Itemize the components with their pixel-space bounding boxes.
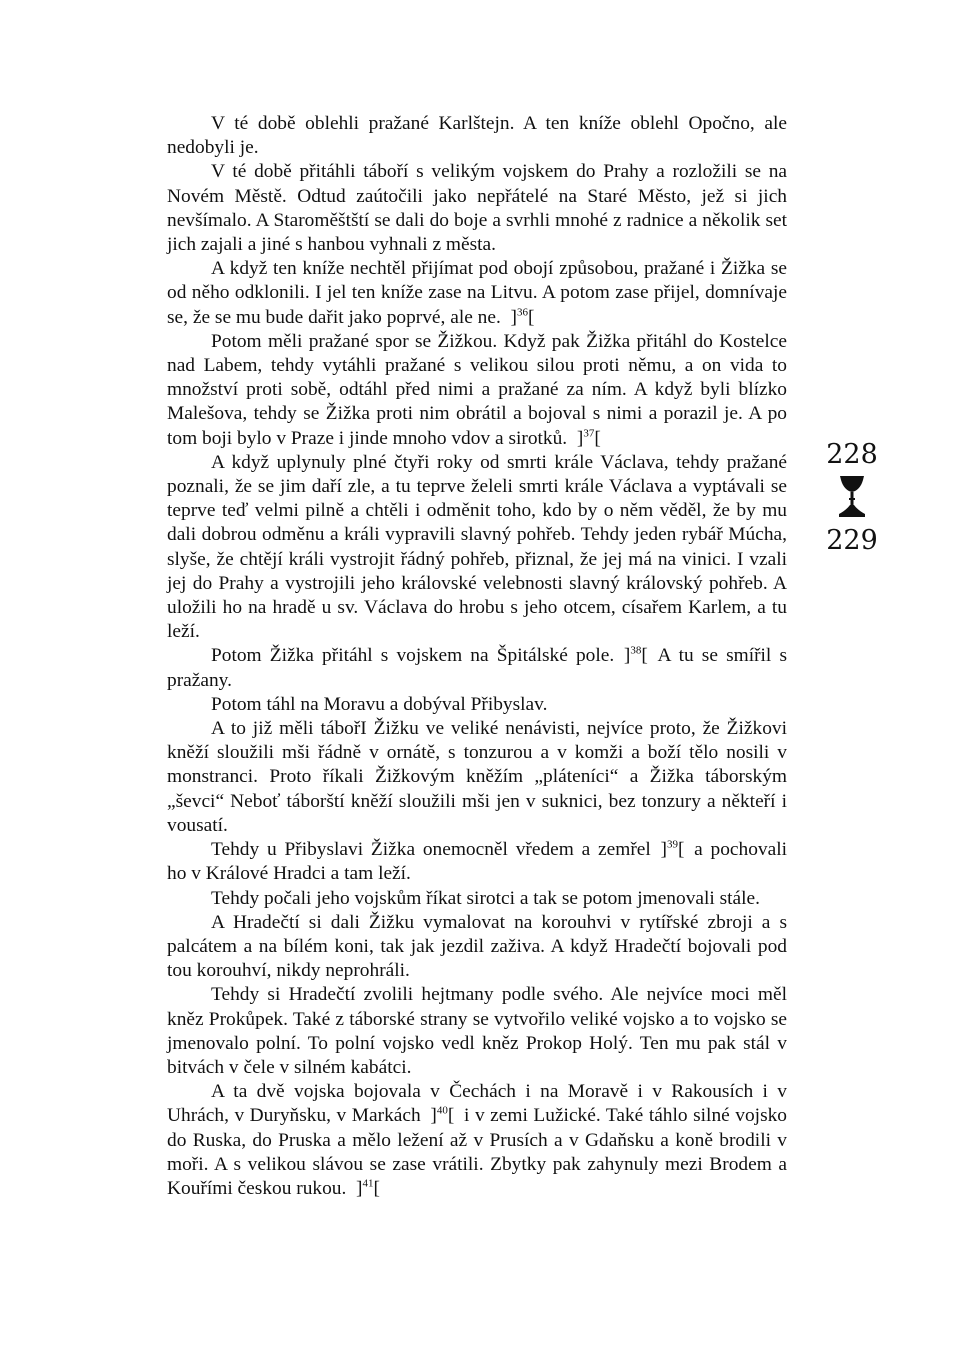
- paragraph-text: A když uplynuly plné čtyři roky od smrti krále Václava, tehdy pražané poznali, že se jim daří zle, a tu teprve želeli smrti krále Václava a vyptávali se teprve teď velmi pilně a chtěli i odměnit toho, kdo by o něm věděl, že by mu dali dobrou odměnu a králi vypravili slavný pohřeb. Tehdy jeden rybář Múcha, slyše, že chtějí králi vystrojit řádný pohřeb, přiznal, že jej má na vinici. I vzali jej do Prahy a vystrojili jeho královské velebnosti slavný královský pohřeb. A uložili ho na hradě u sv. Václava do hrobu s jeho otcem, císařem Karlem, a tu leží.: [167, 451, 787, 643]
- paragraph: [167, 717, 787, 838]
- paragraph-text: V té době přitáhli táboří s velikým vojskem do Prahy a rozložili se na Novém Městě. Odtud zaútočili jako nepřátelé na Staré Město, jež si jich nevšímalo. A Staroměštští se dali do boje a svrhli mnohé z radnice a několik set jich zajali a jiné s hanbou vyhnali z města.: [167, 161, 787, 256]
- paragraph: [167, 112, 787, 160]
- paragraph-text-continued: a pochovali ho v Králové Hradci a tam leží.: [167, 839, 787, 885]
- paragraph-text: A když ten kníže nechtěl přijímat pod obojí způsobou, pražané i Žižka se od něho odklonili. I jel ten kníže zase na Litvu. A potom zase přijel, domnívaje se, že se mu bude dařit jako poprvé, ale ne.: [167, 258, 787, 328]
- note-marker: 41: [362, 1177, 374, 1190]
- paragraph: [167, 693, 787, 717]
- paragraph: [167, 160, 787, 257]
- page-number-left: 228: [826, 439, 878, 470]
- paragraph: A ta dvě vojska bojovala v Čechách i na Moravě i v Rakousích i v Uhrách, v Duryňsku, v Markách ]$^{40}$[ i v zemi Lužické. Také táhlo silné vojsko do Ruska, do Pruska a mělo ležení až v Prusích a v Gdaňsku a koně brodili v moři. A s velikou slávou se zase vrátili. Zbytky pak zahynuly mezi Brodem a Kouřími českou rukou. ]$^{41}$[: [167, 1081, 787, 1199]
- note-marker: 37: [583, 427, 595, 440]
- body-text: [167, 112, 787, 1201]
- paragraph: [167, 451, 787, 645]
- paragraph-text: A ta dvě vojska bojovala v Čechách i na Moravě i v Rakousích i v Uhrách, v Duryňsku, v Markách: [167, 1081, 787, 1127]
- chalice-icon: [837, 474, 867, 520]
- note-marker: 38: [630, 645, 642, 657]
- note-marker: 40: [436, 1104, 448, 1117]
- paragraph-text: V té době oblehli pražané Karlštejn. A ten kníže oblehl Opočno, ale nedobyli je.: [167, 113, 787, 159]
- paragraph-text: Tehdy u Přibyslavi Žižka onemocněl vředem a zemřel: [211, 839, 651, 861]
- paragraph-text: A Hradečtí si dali Žižku vymalovat na korouhvi v rytířské zbroji a s palcátem a na bílém koni, tak jak jezdil zaživa. A když Hradečtí bojovali pod tou korouhví, nikdy neprohráli.: [167, 911, 787, 982]
- paragraph-text: Tehdy si Hradečtí zvolili hejtmany podle svého. Ale nejvíce moci měl kněz Prokůpek. Také z táborské strany se vytvořilo veliké vojsko a to vojsko se jmenovalo polní. To polní vojsko vedl kněz Prokop Holý. Ten mu pak stál v bitvách v čele v silném kabátci.: [167, 984, 787, 1078]
- paragraph-text: Potom měli pražané spor se Žižkou. Když pak Žižka přitáhl do Kostelce nad Labem, tehdy vytáhli pražané s velikou silou proti němu, a on vida to množství proti sobě, odtáhl před nimi a pražané za ním. A když byli blízko Malešova, tehdy se Žižka proti nim obrátil a bojoval s nimi a porazil je. A po tom boji bylo v Praze i jinde mnoho vdov a sirotků.: [167, 330, 787, 449]
- paragraph: [167, 887, 787, 911]
- note-marker: 39: [666, 838, 678, 851]
- paragraph: [167, 911, 787, 984]
- paragraph-text: Potom táhl na Moravu a dobýval Přibyslav.: [211, 693, 548, 715]
- paragraph-text: A to již měli tábořI Žižku ve veliké nenávisti, nejvíce proto, že Žižkovi kněží sloužili mši řádně v ornátě, s tonzurou a v komži a boží tělo nosili v monstranci. Proto říkali Žižkovým kněžím „pláteníci“ a Žižka táborským „ševci“ Neboť táborští kněží sloužili mši jen v suknici, bez tonzury a někteří i vousatí.: [167, 718, 787, 836]
- paragraph: Tehdy u Přibyslavi Žižka onemocněl vředem a zemřel ]$^{39}$[ a pochovali ho v Králové Hradci a tam leží.: [167, 838, 787, 885]
- paragraph: Potom měli pražané spor se Žižkou. Když pak Žižka přitáhl do Kostelce nad Labem, tehdy vytáhli pražané s velikou silou proti němu, a on vida to množství proti sobě, odtáhl před nimi a pražané za ním. A když byli blízko Malešova, tehdy se Žižka proti nim obrátil a bojoval s nimi a porazil je. A po tom boji bylo v Praze i jinde mnoho vdov a sirotků. ]$^{37}$[: [167, 330, 787, 449]
- paragraph-text: Potom Žižka přitáhl s vojskem na Špitálské pole.: [211, 645, 615, 667]
- margin-pagination: [812, 440, 892, 556]
- paragraph: Potom Žižka přitáhl s vojskem na Špitálské pole. ]$^{38}$[ A tu se smířil s pražany.: [167, 645, 787, 691]
- note-marker: 36: [516, 306, 528, 319]
- paragraph: [167, 983, 787, 1080]
- page-number-right: 229: [826, 525, 878, 556]
- paragraph-text-continued: A tu se smířil s pražany.: [167, 645, 787, 691]
- paragraph-text: Tehdy počali jeho vojskům říkat sirotci a tak se potom jmenovali stále.: [211, 887, 760, 909]
- paragraph: A když ten kníže nechtěl přijímat pod obojí způsobou, pražané i Žižka se od něho odklonili. I jel ten kníže zase na Litvu. A potom zase přijel, domnívaje se, že se mu bude dařit jako poprvé, ale ne. ]$^{36}$[: [167, 258, 787, 328]
- paragraph-text-continued: i v zemi Lužické. Také táhlo silné vojsko do Ruska, do Pruska a mělo ležení až v Prusích a v Gdaňsku a koně brodili v moři. A s velikou slávou se zase vrátili. Zbytky pak zahynuly mezi Brodem a Kouřími českou rukou.: [167, 1105, 787, 1199]
